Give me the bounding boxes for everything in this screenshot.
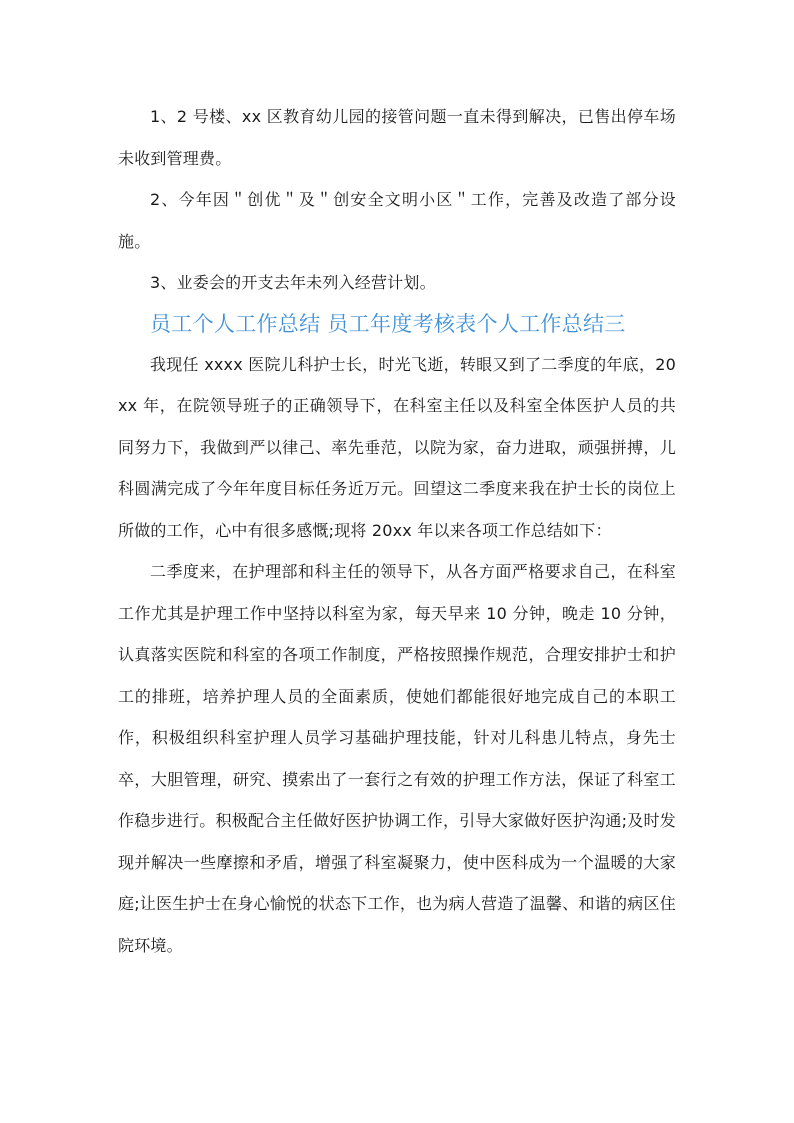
paragraph-1: 1、2 号楼、xx 区教育幼儿园的接管问题一直未得到解决，已售出停车场未收到管理费。 — [118, 107, 676, 168]
paragraph-5: 二季度来，在护理部和科主任的领导下，从各方面严格要求自己，在科室工作尤其是护理工作中坚持以科室为家，每天早来 10 分钟，晚走 10 分钟，认真落实医院和科室的各项工作制度，严格按照操作规范，合理安排护士和护工的排班，培养护理人员的全面素质，使她们都能很好地完成自己的本职工作，积极组织科室护理人员学习基础护理技能，针对儿科患儿特点，身先士卒，大胆管理，研究、摸索出了一套行之有效的护理工作方法，保证了科室工作稳步进行。积极配合主任做好医护协调工作，引导大家做好医护沟通;及时发现并解决一些摩擦和矛盾，增强了科室凝聚力，使中医科成为一个温暖的大家庭;让医生护士在身心愉悦的状态下工作，也为病人营造了温馨、和谐的病区住院环境。 — [118, 562, 676, 955]
paragraph-4: 我现任 xxxx 医院儿科护士长，时光飞逝，转眼又到了二季度的年底，20xx 年，在院领导班子的正确领导下，在科室主任以及科室全体医护人员的共同努力下，我做到严以律己、率先垂范，以院为家，奋力进取，顽强拼搏，儿科圆满完成了今年年度目标任务近万元。回望这二季度来我在护士长的岗位上所做的工作，心中有很多感慨;现将 20xx 年以来各项工作总结如下： — [118, 354, 676, 540]
document-body — [118, 96, 676, 966]
section-heading: 员工个人工作总结 员工年度考核表个人工作总结三 — [150, 311, 626, 336]
paragraph-2: 2、今年因＂创优＂及＂创安全文明小区＂工作，完善及改造了部分设施。 — [118, 190, 676, 251]
paragraph-3: 3、业委会的开支去年未列入经营计划。 — [150, 273, 436, 292]
